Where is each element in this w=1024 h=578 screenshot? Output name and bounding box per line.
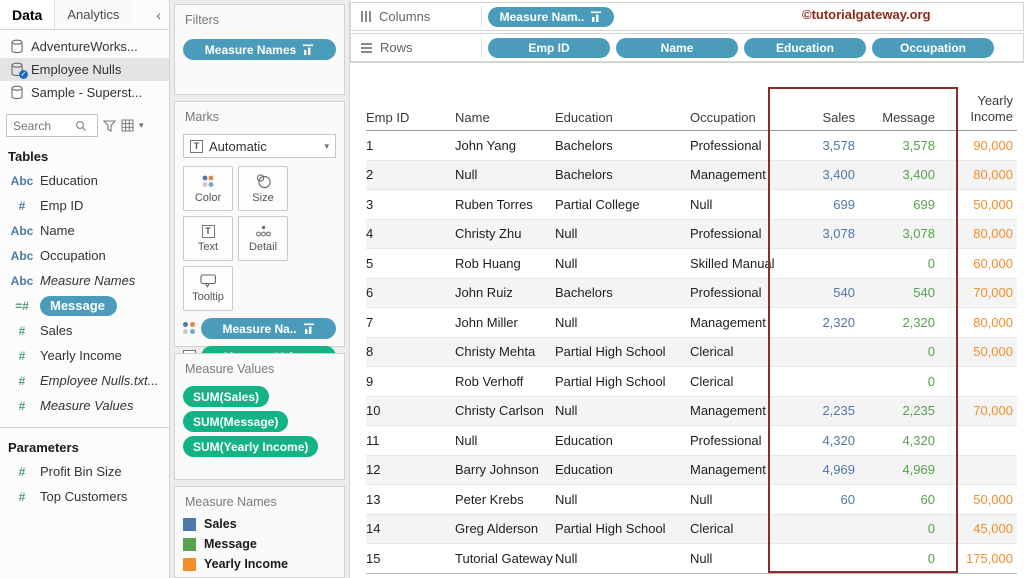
measure-value-pill[interactable] bbox=[183, 436, 318, 457]
columns-label-zone bbox=[351, 9, 481, 24]
columns-pill-measure-names[interactable] bbox=[488, 7, 614, 27]
field-type-icon: Abc bbox=[10, 173, 34, 188]
datasource-item[interactable] bbox=[0, 81, 169, 104]
tables-heading: Tables bbox=[8, 149, 49, 164]
tab-data[interactable]: Data bbox=[0, 0, 55, 29]
database-icon bbox=[10, 39, 24, 54]
cell-yearly-income: 50,000 bbox=[973, 491, 1013, 507]
divider bbox=[481, 6, 482, 27]
divider bbox=[481, 37, 482, 58]
cell-education: Partial High School bbox=[555, 373, 666, 389]
color-label: Color bbox=[194, 191, 222, 204]
cell-occupation: Clerical bbox=[690, 373, 734, 389]
data-table bbox=[366, 87, 1017, 574]
field-type-icon: =# bbox=[15, 298, 29, 313]
datasource-item[interactable] bbox=[0, 58, 169, 81]
cell-education: Partial High School bbox=[555, 521, 666, 537]
cell-occupation: Professional bbox=[690, 285, 762, 301]
table-row[interactable] bbox=[366, 279, 1017, 309]
columns-icon bbox=[361, 11, 371, 22]
cell-occupation: Null bbox=[690, 196, 713, 212]
rows-pill[interactable] bbox=[872, 38, 994, 58]
filters-title: Filters bbox=[185, 13, 220, 27]
size-button[interactable] bbox=[238, 166, 288, 211]
pill-label: Measure Nam.. bbox=[499, 9, 585, 24]
rows-pill[interactable] bbox=[488, 38, 610, 58]
cell-yearly-income: 70,000 bbox=[973, 285, 1013, 301]
table-row[interactable] bbox=[366, 485, 1017, 515]
color-button[interactable] bbox=[183, 166, 233, 211]
cell-education: Partial College bbox=[555, 196, 640, 212]
field-item[interactable] bbox=[0, 168, 169, 193]
cell-message: 60 bbox=[920, 491, 935, 507]
cell-emp-id: 13 bbox=[366, 491, 381, 507]
field-type-icon: # bbox=[18, 348, 26, 363]
cell-yearly-income: 50,000 bbox=[973, 196, 1013, 212]
cell-sales: 4,969 bbox=[822, 462, 855, 478]
search-input[interactable] bbox=[13, 119, 75, 133]
table-row[interactable] bbox=[366, 131, 1017, 161]
text-mark-icon: T bbox=[190, 140, 203, 153]
color-dots-icon bbox=[200, 174, 216, 189]
pane-tabbar bbox=[0, 0, 169, 30]
sheet-view bbox=[350, 62, 1024, 578]
collapse-pane-icon[interactable]: ‹ bbox=[156, 6, 161, 23]
field-item[interactable] bbox=[0, 268, 169, 293]
table-row[interactable] bbox=[366, 515, 1017, 545]
cell-name: Peter Krebs bbox=[455, 491, 524, 507]
legend-item[interactable] bbox=[183, 517, 344, 531]
table-row[interactable] bbox=[366, 456, 1017, 486]
pill-label: Occupation bbox=[899, 40, 966, 55]
selected-check-badge: ✓ bbox=[20, 71, 27, 78]
legend-label: Sales bbox=[204, 517, 237, 531]
cell-education: Education bbox=[555, 462, 613, 478]
header-message[interactable]: Message bbox=[882, 110, 935, 125]
cards-panel bbox=[170, 0, 350, 578]
datasource-label: AdventureWorks... bbox=[31, 39, 138, 54]
field-label: Yearly Income bbox=[40, 348, 122, 363]
rows-pill[interactable] bbox=[744, 38, 866, 58]
parameter-label: Top Customers bbox=[40, 489, 128, 504]
cell-message: 3,078 bbox=[902, 226, 935, 242]
cell-name: Christy Carlson bbox=[455, 403, 544, 419]
cell-sales: 699 bbox=[833, 196, 855, 212]
cell-occupation: Professional bbox=[690, 137, 762, 153]
field-type-icon: # bbox=[18, 323, 26, 338]
measure-value-pill[interactable] bbox=[183, 411, 288, 432]
filters-pill-measure-names[interactable] bbox=[183, 39, 336, 60]
field-type-icon: # bbox=[18, 198, 26, 213]
field-label: Measure Names bbox=[40, 273, 136, 288]
size-label: Size bbox=[252, 192, 274, 204]
cell-occupation: Professional bbox=[690, 432, 762, 448]
cell-education: Null bbox=[555, 403, 578, 419]
view-grid-icon[interactable] bbox=[121, 119, 134, 132]
cell-message: 3,578 bbox=[902, 137, 935, 153]
parameters-heading: Parameters bbox=[8, 440, 79, 455]
cell-emp-id: 5 bbox=[366, 255, 374, 271]
cell-sales: 3,578 bbox=[822, 137, 855, 153]
cell-message: 0 bbox=[927, 550, 935, 566]
cell-name: Tutorial Gateway bbox=[455, 550, 553, 566]
measure-values-card bbox=[174, 353, 345, 480]
cell-education: Bachelors bbox=[555, 167, 613, 183]
field-type-icon: # bbox=[18, 398, 26, 413]
search-icon bbox=[75, 120, 87, 132]
marks-pill-measure-names[interactable] bbox=[201, 318, 336, 339]
cell-message: 0 bbox=[927, 521, 935, 537]
chevron-down-icon[interactable]: ▾ bbox=[139, 120, 144, 130]
database-icon bbox=[10, 62, 27, 78]
field-type-icon: # bbox=[18, 489, 26, 504]
parameter-list bbox=[0, 459, 169, 509]
columns-label: Columns bbox=[379, 9, 431, 24]
field-label: Employee Nulls.txt... bbox=[40, 373, 159, 388]
tooltip-button[interactable] bbox=[183, 266, 233, 311]
detail-label: Detail bbox=[248, 240, 278, 253]
text-icon: T bbox=[202, 225, 215, 238]
datasource-label: Sample - Superst... bbox=[31, 85, 143, 100]
pill-label: Measure Na.. bbox=[222, 321, 297, 336]
cell-sales: 60 bbox=[840, 491, 855, 507]
mark-type-dropdown[interactable] bbox=[183, 134, 336, 158]
legend-item[interactable] bbox=[183, 537, 344, 551]
field-item[interactable] bbox=[0, 243, 169, 268]
cell-name: John Yang bbox=[455, 137, 516, 153]
cell-emp-id: 2 bbox=[366, 167, 374, 183]
sort-icon bbox=[590, 11, 602, 22]
field-label: Measure Values bbox=[40, 398, 134, 413]
table-body bbox=[366, 131, 1017, 574]
detail-button[interactable] bbox=[238, 216, 288, 261]
legend-label: Yearly Income bbox=[204, 557, 289, 571]
measure-values-title: Measure Values bbox=[185, 362, 275, 376]
watermark: ©tutorialgateway.org bbox=[802, 7, 931, 22]
cell-emp-id: 3 bbox=[366, 196, 374, 212]
cell-education: Null bbox=[555, 255, 578, 271]
cell-occupation: Clerical bbox=[690, 344, 734, 360]
mark-type-value: Automatic bbox=[209, 138, 267, 154]
worksheet-region bbox=[350, 0, 1024, 578]
cell-occupation: Management bbox=[690, 314, 766, 330]
cell-occupation: Professional bbox=[690, 226, 762, 242]
legend-swatch bbox=[183, 558, 196, 571]
cell-sales: 2,320 bbox=[822, 314, 855, 330]
field-item[interactable] bbox=[0, 318, 169, 343]
field-label: Message bbox=[40, 296, 117, 316]
header-sales[interactable]: Sales bbox=[822, 110, 855, 125]
datasource-label: Employee Nulls bbox=[31, 62, 122, 77]
rows-label-zone bbox=[351, 40, 481, 55]
cell-education: Education bbox=[555, 432, 613, 448]
table-row[interactable] bbox=[366, 220, 1017, 250]
header-yearly-income[interactable]: Yearly Income bbox=[970, 92, 1013, 124]
cell-name: Ruben Torres bbox=[455, 196, 533, 212]
field-type-icon: Abc bbox=[10, 273, 34, 288]
cell-yearly-income: 50,000 bbox=[973, 344, 1013, 360]
cell-yearly-income: 80,000 bbox=[973, 167, 1013, 183]
field-label: Emp ID bbox=[40, 198, 84, 213]
cell-yearly-income: 60,000 bbox=[973, 255, 1013, 271]
marks-buttons bbox=[183, 166, 336, 311]
cell-education: Null bbox=[555, 550, 578, 566]
table-header-row bbox=[366, 87, 1017, 131]
cell-message: 4,320 bbox=[902, 432, 935, 448]
tooltip-label: Tooltip bbox=[192, 291, 224, 303]
filters-card bbox=[174, 4, 345, 95]
cell-education: Partial High School bbox=[555, 344, 666, 360]
cell-emp-id: 4 bbox=[366, 226, 374, 242]
table-row[interactable] bbox=[366, 249, 1017, 279]
field-item[interactable] bbox=[0, 368, 169, 393]
sort-icon bbox=[302, 44, 314, 55]
tooltip-bubble-icon bbox=[200, 274, 217, 288]
field-type-icon: # bbox=[18, 464, 26, 479]
cell-sales: 540 bbox=[833, 285, 855, 301]
measure-value-pill[interactable] bbox=[183, 386, 269, 407]
pill-label: SUM(Yearly Income) bbox=[193, 439, 309, 454]
cell-name: Rob Huang bbox=[455, 255, 521, 271]
header-occupation[interactable]: Occupation bbox=[690, 110, 756, 125]
color-dots-icon bbox=[183, 322, 196, 335]
cell-emp-id: 12 bbox=[366, 462, 381, 478]
pill-label: Measure Names bbox=[204, 42, 297, 57]
search-box[interactable] bbox=[6, 114, 98, 137]
cell-occupation: Management bbox=[690, 167, 766, 183]
cell-message: 2,235 bbox=[902, 403, 935, 419]
text-button[interactable] bbox=[183, 216, 233, 261]
field-type-icon: Abc bbox=[10, 223, 34, 238]
cell-education: Bachelors bbox=[555, 137, 613, 153]
detail-dots-icon bbox=[255, 225, 272, 238]
rows-pills bbox=[488, 38, 994, 58]
cell-yearly-income: 80,000 bbox=[973, 314, 1013, 330]
field-label: Education bbox=[40, 173, 98, 188]
table-row[interactable] bbox=[366, 190, 1017, 220]
field-item[interactable] bbox=[0, 193, 169, 218]
cell-education: Bachelors bbox=[555, 285, 613, 301]
rows-pill[interactable] bbox=[616, 38, 738, 58]
field-type-icon: # bbox=[18, 373, 26, 388]
datasource-item[interactable] bbox=[0, 35, 169, 58]
pill-label: SUM(Sales) bbox=[193, 389, 260, 404]
field-label: Sales bbox=[40, 323, 73, 338]
cell-message: 540 bbox=[913, 285, 935, 301]
cell-yearly-income: 80,000 bbox=[973, 226, 1013, 242]
measure-values-pills bbox=[183, 386, 336, 457]
pill-label: Name bbox=[660, 40, 694, 55]
cell-occupation: Null bbox=[690, 550, 713, 566]
cell-name: Null bbox=[455, 432, 478, 448]
legend-title: Measure Names bbox=[185, 495, 277, 509]
cell-occupation: Null bbox=[690, 491, 713, 507]
field-type-icon: Abc bbox=[10, 248, 34, 263]
tab-analytics[interactable]: Analytics bbox=[55, 0, 131, 29]
cell-emp-id: 1 bbox=[366, 137, 374, 153]
cell-yearly-income: 70,000 bbox=[973, 403, 1013, 419]
parameter-label: Profit Bin Size bbox=[40, 464, 122, 479]
cell-education: Null bbox=[555, 314, 578, 330]
cell-emp-id: 7 bbox=[366, 314, 374, 330]
cell-emp-id: 14 bbox=[366, 521, 381, 537]
sort-icon bbox=[303, 323, 315, 334]
cell-name: Rob Verhoff bbox=[455, 373, 524, 389]
field-label: Name bbox=[40, 223, 75, 238]
cell-emp-id: 9 bbox=[366, 373, 374, 389]
size-circles-icon bbox=[255, 173, 272, 189]
data-pane bbox=[0, 0, 170, 578]
table-row[interactable] bbox=[366, 544, 1017, 574]
legend-swatch bbox=[183, 538, 196, 551]
legend-swatch bbox=[183, 518, 196, 531]
cell-name: Barry Johnson bbox=[455, 462, 539, 478]
cell-emp-id: 8 bbox=[366, 344, 374, 360]
cell-emp-id: 6 bbox=[366, 285, 374, 301]
chevron-down-icon: ▾ bbox=[324, 140, 329, 151]
cell-name: John Miller bbox=[455, 314, 518, 330]
rows-icon bbox=[361, 43, 372, 53]
database-icon bbox=[10, 85, 24, 100]
parameter-item[interactable] bbox=[0, 484, 169, 509]
table-row[interactable] bbox=[366, 308, 1017, 338]
cell-message: 2,320 bbox=[902, 314, 935, 330]
table-row[interactable] bbox=[366, 367, 1017, 397]
cell-emp-id: 11 bbox=[366, 432, 380, 448]
table-row[interactable] bbox=[366, 161, 1017, 191]
field-item[interactable] bbox=[0, 343, 169, 368]
header-education[interactable]: Education bbox=[555, 110, 613, 125]
cell-name: Christy Mehta bbox=[455, 344, 536, 360]
cell-message: 0 bbox=[927, 344, 935, 360]
header-emp-id[interactable]: Emp ID bbox=[366, 110, 410, 125]
cell-emp-id: 10 bbox=[366, 403, 381, 419]
marks-card bbox=[174, 101, 345, 347]
marks-title: Marks bbox=[185, 110, 220, 124]
legend-rows bbox=[183, 517, 344, 571]
cell-message: 3,400 bbox=[902, 167, 935, 183]
text-label: Text bbox=[197, 240, 219, 253]
marks-pill-row bbox=[183, 318, 336, 339]
cell-emp-id: 15 bbox=[366, 550, 381, 566]
field-list bbox=[0, 168, 169, 418]
field-item[interactable] bbox=[0, 393, 169, 418]
pill-label: Education bbox=[775, 40, 834, 55]
cell-sales: 3,078 bbox=[822, 226, 855, 242]
cell-sales: 4,320 bbox=[822, 432, 855, 448]
filter-funnel-icon[interactable] bbox=[103, 120, 116, 132]
parameter-item[interactable] bbox=[0, 459, 169, 484]
pill-label: Emp ID bbox=[528, 40, 570, 55]
header-name[interactable]: Name bbox=[455, 110, 490, 125]
cell-occupation: Management bbox=[690, 462, 766, 478]
rows-label: Rows bbox=[380, 40, 413, 55]
field-label: Occupation bbox=[40, 248, 106, 263]
cell-yearly-income: 175,000 bbox=[966, 550, 1013, 566]
cell-name: Null bbox=[455, 167, 478, 183]
cell-occupation: Skilled Manual bbox=[690, 255, 775, 271]
search-row bbox=[6, 114, 163, 137]
table-row[interactable] bbox=[366, 426, 1017, 456]
cell-occupation: Clerical bbox=[690, 521, 734, 537]
cell-education: Null bbox=[555, 226, 578, 242]
cell-name: Christy Zhu bbox=[455, 226, 522, 242]
datasource-list bbox=[0, 30, 169, 104]
field-item[interactable] bbox=[0, 293, 169, 318]
cell-sales: 2,235 bbox=[822, 403, 855, 419]
legend-item[interactable] bbox=[183, 557, 344, 571]
cell-occupation: Management bbox=[690, 403, 766, 419]
table-row[interactable] bbox=[366, 397, 1017, 427]
pill-label: SUM(Message) bbox=[193, 414, 279, 429]
cell-education: Null bbox=[555, 491, 578, 507]
cell-name: John Ruiz bbox=[455, 285, 513, 301]
table-row[interactable] bbox=[366, 338, 1017, 368]
cell-message: 0 bbox=[927, 373, 935, 389]
measure-names-legend bbox=[174, 486, 345, 578]
cell-message: 4,969 bbox=[902, 462, 935, 478]
cell-name: Greg Alderson bbox=[455, 521, 539, 537]
cell-yearly-income: 45,000 bbox=[973, 521, 1013, 537]
cell-sales: 3,400 bbox=[822, 167, 855, 183]
field-item[interactable] bbox=[0, 218, 169, 243]
cell-message: 699 bbox=[913, 196, 935, 212]
cell-message: 0 bbox=[927, 255, 935, 271]
cell-yearly-income: 90,000 bbox=[973, 137, 1013, 153]
legend-label: Message bbox=[204, 537, 257, 551]
rows-shelf bbox=[350, 33, 1024, 62]
